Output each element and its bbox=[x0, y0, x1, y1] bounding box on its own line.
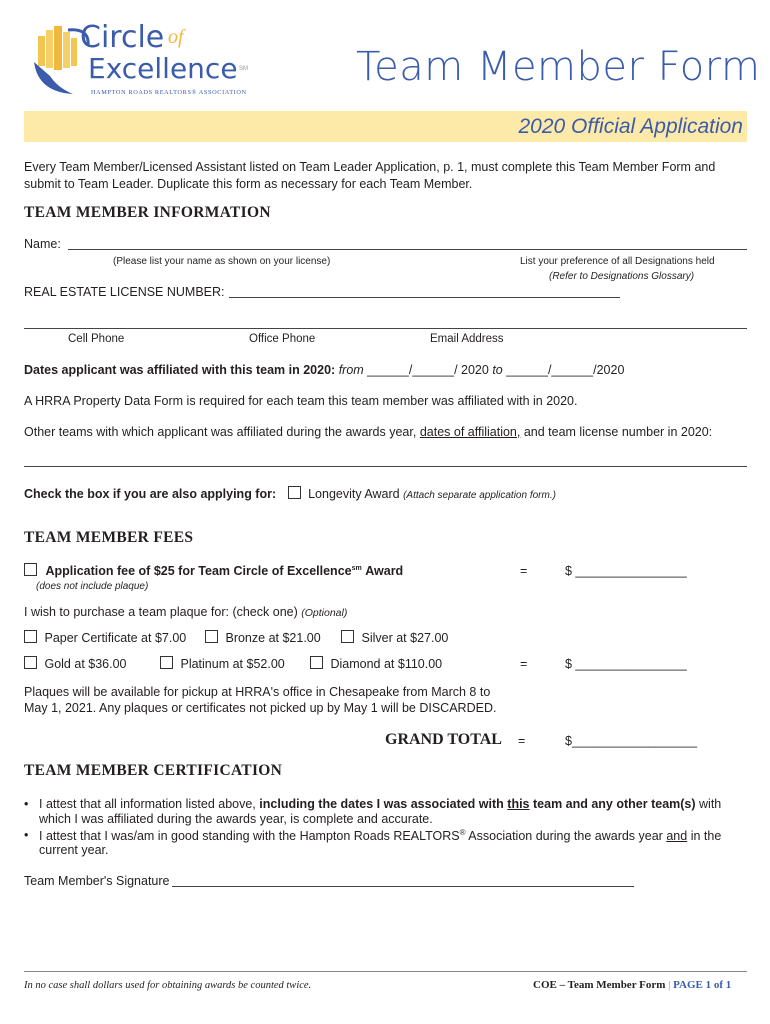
footer-page: PAGE 1 of 1 bbox=[673, 979, 732, 991]
license-label: REAL ESTATE LICENSE NUMBER: bbox=[24, 285, 225, 299]
subtitle-band bbox=[24, 111, 747, 142]
logo-circle: Circle bbox=[80, 20, 165, 55]
plaque-row bbox=[24, 605, 347, 619]
footer-form: COE – Team Member Form bbox=[533, 979, 666, 991]
diamond-checkbox[interactable] bbox=[310, 656, 323, 669]
signature-field[interactable] bbox=[172, 886, 634, 887]
grand-total-equals: = bbox=[518, 734, 526, 748]
dates-to: to bbox=[492, 363, 503, 377]
section-heading-info: TEAM MEMBER INFORMATION bbox=[24, 204, 271, 221]
license-field[interactable] bbox=[229, 297, 620, 298]
plaque-optional: (Optional) bbox=[301, 607, 348, 619]
longevity-row bbox=[24, 486, 556, 501]
phone-email-field[interactable] bbox=[24, 328, 747, 329]
silver-label: Silver at $27.00 bbox=[361, 631, 449, 645]
grand-total-label: GRAND TOTAL bbox=[385, 731, 502, 748]
pickup-line-1: Plaques will be available for pickup at HRRA's office in Chesapeake from March 8 to bbox=[24, 685, 491, 699]
plaque-option-diamond[interactable] bbox=[310, 656, 442, 671]
other-teams-text-b: dates of affiliation, bbox=[419, 425, 521, 439]
plaque-option-platinum[interactable] bbox=[160, 656, 285, 671]
cert-bullet-2-line-2: current year. bbox=[39, 843, 109, 857]
bullet-1-dot: • bbox=[24, 797, 29, 811]
diamond-label: Diamond at $110.00 bbox=[330, 657, 443, 671]
section-heading-certification: TEAM MEMBER CERTIFICATION bbox=[24, 762, 283, 779]
other-teams-row bbox=[24, 425, 712, 439]
other-teams-text-c: and team license number in 2020: bbox=[523, 425, 713, 439]
plaque-label: I wish to purchase a team plaque for: (check one) bbox=[24, 605, 298, 619]
bullet-2-dot: • bbox=[24, 828, 29, 842]
logo bbox=[28, 22, 253, 100]
app-fee-row bbox=[24, 563, 403, 578]
app-fee-note: (does not include plaque) bbox=[36, 581, 149, 592]
silver-checkbox[interactable] bbox=[341, 630, 354, 643]
cert-bullet-1-line-2: which I was affiliated during the awards year, is complete and accurate. bbox=[39, 812, 433, 826]
page-title: Team Member Form bbox=[356, 44, 761, 90]
cert-b1-a: I attest that all information listed above, bbox=[39, 797, 256, 811]
dates-label: Dates applicant was affiliated with this team in 2020: bbox=[24, 363, 336, 377]
cert-b1-d: team and any other team(s) bbox=[533, 797, 696, 811]
footer-form-page bbox=[533, 979, 731, 991]
dates-to-field[interactable]: ______/______/2020 bbox=[506, 363, 625, 377]
plaque-option-gold[interactable] bbox=[24, 656, 127, 671]
platinum-checkbox[interactable] bbox=[160, 656, 173, 669]
section-heading-fees: TEAM MEMBER FEES bbox=[24, 529, 194, 546]
cell-phone-label: Cell Phone bbox=[68, 333, 125, 345]
intro-line-2: submit to Team Leader. Duplicate this form as necessary for each Team Member. bbox=[24, 177, 473, 191]
cert-b2-c: and bbox=[666, 829, 688, 844]
cert-bullet-2 bbox=[39, 828, 721, 843]
gold-checkbox[interactable] bbox=[24, 656, 37, 669]
footer-note: In no case shall dollars used for obtaining awards be counted twice. bbox=[24, 980, 312, 991]
footer-rule bbox=[24, 971, 747, 972]
designations-label: List your preference of all Designations held bbox=[520, 256, 715, 267]
dates-from-field[interactable]: ______/______/ 2020 bbox=[367, 363, 489, 377]
signature-label: Team Member's Signature bbox=[24, 874, 170, 888]
app-fee-equals: = bbox=[520, 564, 528, 578]
app-fee-amount-field[interactable]: $ ________________ bbox=[565, 564, 687, 578]
logo-sm: SM bbox=[239, 66, 248, 72]
cert-b2-a: I attest that I was/am in good standing with the Hampton Roads REALTORS bbox=[39, 829, 460, 844]
other-teams-text-a: Other teams with which applicant was affiliated during the awards year, bbox=[24, 425, 417, 439]
property-note: A HRRA Property Data Form is required for each team this team member was affiliated with in 2020. bbox=[24, 394, 578, 408]
longevity-checkbox[interactable] bbox=[288, 486, 301, 499]
app-fee-award: Award bbox=[365, 564, 404, 578]
cert-bullet-1 bbox=[39, 797, 721, 811]
cert-b2-reg: ® bbox=[459, 828, 466, 837]
logo-excellence: Excellence bbox=[88, 52, 238, 85]
cert-b2-b: Association during the awards year bbox=[468, 829, 663, 844]
cert-b2-d: in the bbox=[690, 829, 722, 844]
other-teams-field[interactable] bbox=[24, 466, 747, 467]
office-phone-label: Office Phone bbox=[249, 333, 316, 345]
plaque-option-bronze[interactable] bbox=[205, 630, 321, 645]
dates-row bbox=[24, 363, 624, 377]
footer-sep: | bbox=[668, 979, 671, 991]
page-subtitle: 2020 Official Application bbox=[518, 115, 743, 138]
longevity-label: Longevity Award bbox=[308, 487, 400, 501]
logo-of: of bbox=[168, 26, 184, 48]
longevity-note: (Attach separate application form.) bbox=[403, 490, 556, 501]
logo-association: HAMPTON ROADS REALTORS® ASSOCIATION bbox=[91, 89, 247, 96]
app-fee-checkbox[interactable] bbox=[24, 563, 37, 576]
plaque-option-paper[interactable] bbox=[24, 630, 186, 645]
grand-total-field[interactable]: $__________________ bbox=[565, 734, 698, 748]
app-fee-label: Application fee of $25 for Team Circle of Excellence bbox=[45, 564, 352, 578]
plaque-amount-field[interactable]: $ ________________ bbox=[565, 657, 687, 671]
bronze-label: Bronze at $21.00 bbox=[225, 631, 321, 645]
paper-checkbox[interactable] bbox=[24, 630, 37, 643]
plaque-option-silver[interactable] bbox=[341, 630, 448, 645]
intro-line-1: Every Team Member/Licensed Assistant listed on Team Leader Application, p. 1, must complete this Team Member Form and bbox=[24, 160, 716, 174]
pickup-line-2: May 1, 2021. Any plaques or certificates not picked up by May 1 will be DISCARDED. bbox=[24, 701, 497, 715]
name-hint: (Please list your name as shown on your license) bbox=[113, 256, 331, 267]
dates-from: from bbox=[338, 363, 364, 377]
designations-hint: (Refer to Designations Glossary) bbox=[549, 271, 695, 282]
paper-label: Paper Certificate at $7.00 bbox=[44, 631, 187, 645]
bronze-checkbox[interactable] bbox=[205, 630, 218, 643]
check-label: Check the box if you are also applying for: bbox=[24, 487, 277, 501]
email-label: Email Address bbox=[430, 333, 504, 345]
name-field[interactable] bbox=[68, 249, 747, 250]
cert-b1-b: including the dates I was associated with bbox=[259, 797, 504, 811]
app-fee-sm: sm bbox=[351, 564, 362, 572]
gold-label: Gold at $36.00 bbox=[44, 657, 127, 671]
cert-b1-e: with bbox=[699, 797, 722, 811]
name-label: Name: bbox=[24, 237, 61, 251]
plaque-equals: = bbox=[520, 657, 528, 671]
cert-b1-c: this bbox=[507, 797, 530, 811]
platinum-label: Platinum at $52.00 bbox=[180, 657, 285, 671]
